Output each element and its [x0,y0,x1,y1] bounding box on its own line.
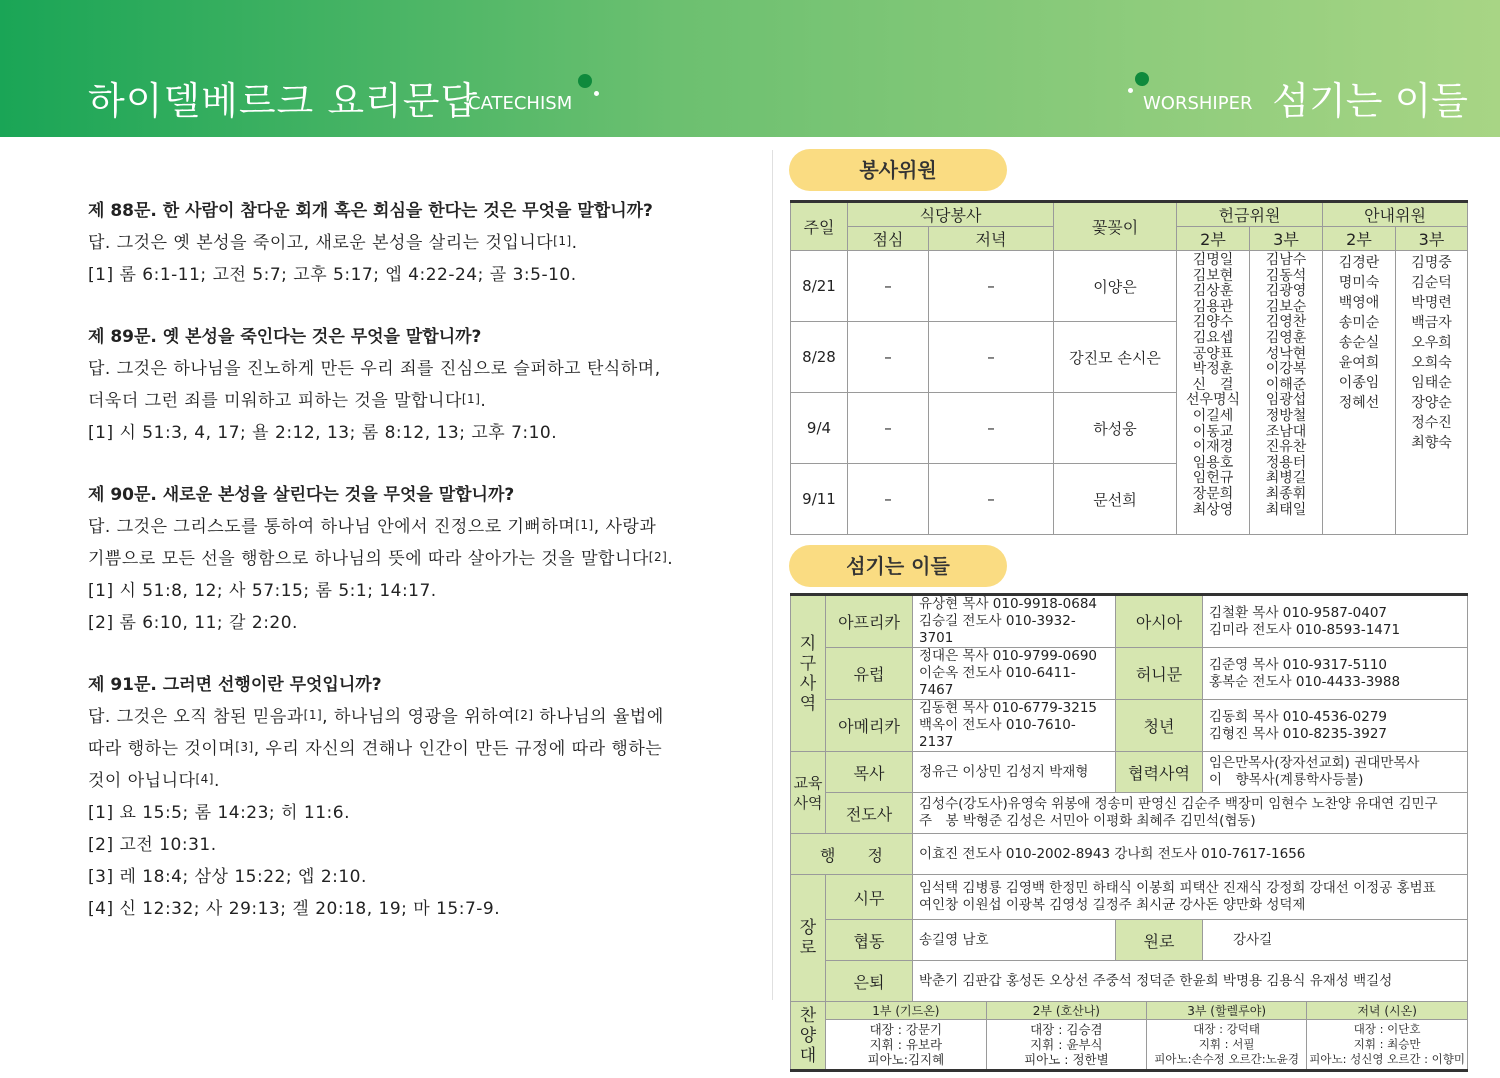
answer-line [88,227,748,259]
row-date: 8/21 [791,251,848,322]
education-ministry-label: 교육 사역 [791,752,826,834]
decor-dot-icon [1135,72,1149,86]
scripture-reference: [2] 롬 6:10, 11; 갈 2:20. [88,613,298,633]
question-text: 제 88문. 한 사람이 참다운 회개 혹은 회심을 한다는 것은 무엇을 말합니까? [88,201,653,221]
col-offering-2bu: 2부 [1177,227,1250,251]
answer-text: 답. 그것은 하나님을 진노하게 만든 우리 죄를 진심으로 슬퍼하고 탄식하며, [88,359,661,379]
associate-elders-names: 송길영 남호 [913,920,1116,961]
region-ministry-label: 지 구 사 역 [791,595,826,752]
col-usher-3bu: 3부 [1396,227,1468,251]
honeymoon-contacts: 김준영 목사 010-9317-5110 홍복순 전도사 010-4433-3988 [1203,648,1468,700]
row-dinner: – [929,464,1054,535]
scripture-reference: [2] 고전 10:31. [88,835,217,855]
catechism-question-block [88,321,748,449]
scripture-reference: [1] 롬 6:1-11; 고전 5:7; 고후 5:17; 엡 4:22-24; 골 3:5-10. [88,265,577,285]
choir-label: 찬 양 대 [791,1002,826,1071]
youth-label: 청년 [1116,700,1203,752]
col-usher-2bu: 2부 [1323,227,1396,251]
pastor-label: 목사 [826,752,913,793]
footnote-marker: [1] [461,392,481,406]
evangelist-names: 김성수(강도사)유영숙 위봉애 정송미 판영신 김순주 백장미 임현수 노찬양 유대연 김민구 주 봉 박형준 김성은 서민아 이평화 최혜주 김민석(협동) [913,793,1468,834]
admin-label: 행 정 [791,834,913,875]
col-flower: 꽃꽂이 [1054,202,1177,251]
usher-2bu-names: 김경란 명미숙 백영애 송미순 송순실 윤여희 이종임 정혜선 [1323,251,1396,535]
answer-text: . [667,549,674,569]
footnote-marker: [1] [553,234,572,248]
worshiper-subtitle: WORSHIPER [1143,93,1253,114]
evangelist-label: 전도사 [826,793,913,834]
europe-label: 유럽 [826,648,913,700]
col-usher: 안내위원 [1323,202,1468,227]
decor-dot-icon [594,91,599,96]
cooperation-label: 협력사역 [1116,752,1203,793]
row-date: 9/4 [791,393,848,464]
pastor-names: 정유근 이상민 김성지 박재형 [913,752,1116,793]
footnote-marker: [2] [648,550,668,564]
active-elders-label: 시무 [826,875,913,920]
scripture-reference: [4] 신 12:32; 사 29:13; 겔 20:18, 19; 마 15:7-9. [88,899,501,919]
answer-text: , 하나님의 영광을 위하여 [322,707,516,727]
question-text: 제 90문. 새로운 본성을 살린다는 것을 무엇을 말합니까? [88,485,515,505]
footnote-marker: [3] [235,740,254,754]
catechism-question-block [88,195,748,291]
question-text: 제 89문. 옛 본성을 죽인다는 것은 무엇을 말합니까? [88,327,482,347]
question-text: 제 91문. 그러면 선행이란 무엇입니까? [88,675,382,695]
answer-line [88,511,748,543]
answer-text: . [213,771,220,791]
decor-dot-icon [1128,88,1133,93]
row-dinner: – [929,393,1054,464]
row-flower: 이양은 [1054,251,1177,322]
catechism-question-block [88,669,748,925]
youth-contacts: 김동희 목사 010-4536-0279 김형진 목사 010-8235-3927 [1203,700,1468,752]
footnote-marker: [4] [195,772,214,786]
service-heading: 봉사위원 [789,149,1007,191]
elder-emeritus-label: 원로 [1116,920,1203,961]
answer-line [88,733,748,765]
answer-text: . [571,233,578,253]
answer-text: , 사랑과 [593,517,657,537]
answer-line [88,543,748,575]
row-lunch: – [848,464,929,535]
asia-contacts: 김철환 목사 010-9587-0407 김미라 전도사 010-8593-1471 [1203,595,1468,648]
scripture-reference: [1] 요 15:5; 롬 14:23; 히 11:6. [88,803,350,823]
associate-elders-label: 협동 [826,920,913,961]
honeymoon-label: 허니문 [1116,648,1203,700]
scripture-reference: [1] 시 51:8, 12; 사 57:15; 롬 5:1; 14:17. [88,581,437,601]
america-label: 아메리카 [826,700,913,752]
usher-3bu-names: 김명중 김순덕 박명련 백금자 오우희 오희숙 임태순 장양순 정수진 최향숙 [1396,251,1468,535]
col-offering-3bu: 3부 [1250,227,1323,251]
elders-label: 장 로 [791,875,826,1002]
choir-members: 대장 : 이단호 지휘 : 최승만 피아노: 성신영 오르간 : 이향미 [1307,1020,1467,1070]
answer-text: 답. 그것은 옛 본성을 죽이고, 새로운 본성을 살리는 것입니다 [88,233,554,253]
answer-line [88,765,748,797]
offering-3bu-names: 김남수 김동석 김광영 김보순 김영찬 김영훈 성낙현 이강복 이해준 임광섭 정방철 조남대 진유찬 정용터 최병길 최종휘 최태일 [1250,251,1323,535]
asia-label: 아시아 [1116,595,1203,648]
africa-contacts: 유상현 목사 010-9918-0684 김승길 전도사 010-3932-3701 [913,595,1116,648]
scripture-reference: [1] 시 51:3, 4, 17; 욜 2:12, 13; 롬 8:12, 13; 고후 7:10. [88,423,558,443]
row-flower: 하성웅 [1054,393,1177,464]
choir-name: 저녁 (시온) [1307,1002,1467,1020]
answer-text: 답. 그것은 그리스도를 통하여 하나님 안에서 진정으로 기뻐하며 [88,517,576,537]
answer-text: 답. 그것은 오직 참된 믿음과 [88,707,304,727]
row-flower: 문선희 [1054,464,1177,535]
col-dinner: 저녁 [929,227,1054,251]
worshipers-table [790,593,1468,1072]
row-lunch: – [848,393,929,464]
col-date: 주일 [791,202,848,251]
choir-members: 대장 : 강덕태 지휘 : 서필 피아노:손수정 오르간:노윤경 [1147,1020,1307,1070]
row-dinner: – [929,322,1054,393]
choir-name: 3부 (할렐루야) [1147,1002,1307,1020]
footnote-marker: [1] [303,708,323,722]
col-offering: 헌금위원 [1177,202,1323,227]
row-date: 9/11 [791,464,848,535]
africa-label: 아프리카 [826,595,913,648]
col-lunch: 점심 [848,227,929,251]
admin-contacts: 이효진 전도사 010-2002-8943 강나희 전도사 010-7617-1656 [913,834,1468,875]
choir-table [826,1002,1467,1069]
footnote-marker: [2] [515,708,534,722]
active-elders-names: 임석택 김병룡 김영백 한정민 하태식 이봉희 피택산 진재식 강정희 강대선 이정공 홍범표 여인창 이원섭 이광복 김영성 길정주 최시균 강사돈 양만화 성덕제 [913,875,1468,920]
row-lunch: – [848,322,929,393]
catechism-section [88,195,748,955]
worshipers-heading: 섬기는 이들 [789,545,1007,587]
footnote-marker: [1] [575,518,594,532]
service-table [790,200,1468,535]
offering-2bu-names: 김명일 김보현 김상훈 김용관 김양수 김요셉 공양표 박정훈 신 걸 선우명식 이길세 이동교 이재경 임용호 임헌규 장문희 최상영 [1177,251,1250,535]
row-lunch: – [848,251,929,322]
europe-contacts: 정대은 목사 010-9799-0690 이순옥 전도사 010-6411-7467 [913,648,1116,700]
choir-name: 2부 (호산나) [986,1002,1146,1020]
column-divider [772,150,773,1000]
catechism-title: 하이델베르크 요리문답 [88,79,479,123]
answer-line [88,353,748,385]
catechism-subtitle: CATECHISM [468,93,573,114]
retired-elders-label: 은퇴 [826,961,913,1002]
choir-members: 대장 : 김승겸 지휘 : 윤부식 피아노 : 정한별 [986,1020,1146,1070]
answer-text: . [480,391,487,411]
row-dinner: – [929,251,1054,322]
answer-text: 더욱더 그런 죄를 미워하고 피하는 것을 말합니다 [88,391,462,411]
choir-members: 대장 : 강문기 지휘 : 유보라 피아노:김지혜 [826,1020,986,1070]
page-header [0,0,1500,137]
col-meal: 식당봉사 [848,202,1054,227]
worshiper-title: 섬기는 이들 [1272,79,1468,123]
america-contacts: 김동현 목사 010-6779-3215 백옥이 전도사 010-7610-2137 [913,700,1116,752]
choir-name: 1부 (기드온) [826,1002,986,1020]
answer-text: 기쁨으로 모든 선을 행함으로 하나님의 뜻에 따라 살아가는 것을 말합니다 [88,549,649,569]
cooperation-names: 임은만목사(장자선교회) 권대만목사 이 향목사(계룡학사등불) [1203,752,1468,793]
catechism-question-block [88,479,748,639]
elder-emeritus-name: 강사길 [1203,920,1468,961]
answer-line [88,701,748,733]
row-flower: 강진모 손시은 [1054,322,1177,393]
row-date: 8/28 [791,322,848,393]
answer-text: 하나님의 율법에 [533,707,664,727]
answer-text: , 우리 자신의 견해나 인간이 만든 규정에 따라 행하는 [253,739,663,759]
answer-text: 것이 아닙니다 [88,771,196,791]
scripture-reference: [3] 레 18:4; 삼상 15:22; 엡 2:10. [88,867,367,887]
retired-elders-names: 박춘기 김판갑 홍성돈 오상선 주중석 정덕준 한윤희 박명용 김용식 유재성 백길성 [913,961,1468,1002]
choir-cell [826,1002,1468,1071]
answer-text: 따라 행하는 것이며 [88,739,236,759]
answer-line [88,385,748,417]
decor-dot-icon [578,74,592,88]
